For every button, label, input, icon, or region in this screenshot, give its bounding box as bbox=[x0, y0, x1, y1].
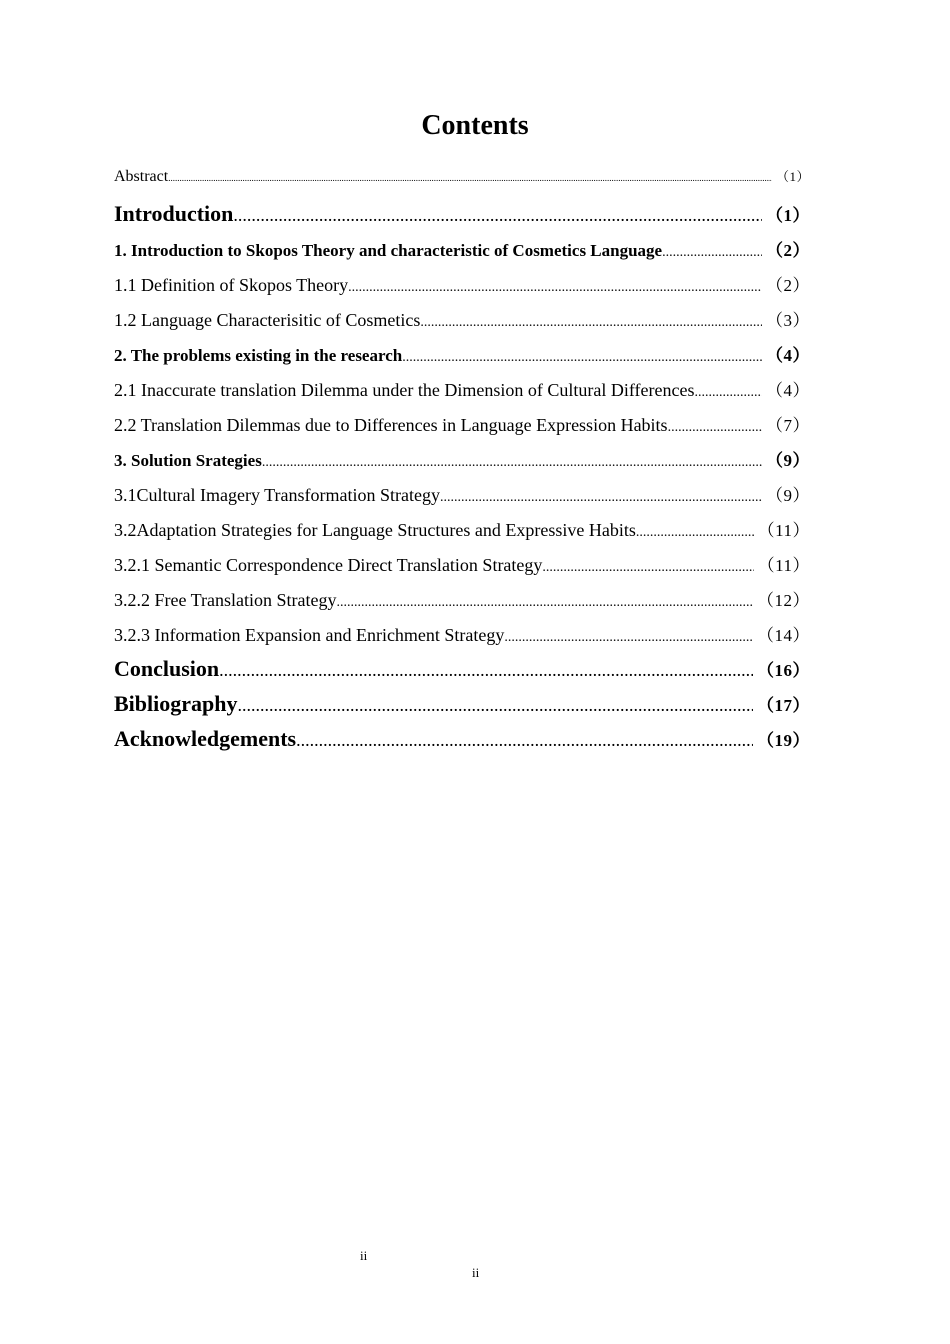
toc-entry-page-number: （1） bbox=[775, 169, 810, 184]
toc-entry-page-number: （9） bbox=[766, 486, 810, 505]
toc-dot-leader bbox=[168, 173, 772, 183]
toc-entry-page-number: （14） bbox=[757, 626, 810, 645]
toc-entry-title: Conclusion bbox=[114, 656, 220, 681]
toc-entry-page-number: （9） bbox=[766, 451, 810, 470]
toc-entry-page-number: （2） bbox=[766, 241, 810, 260]
toc-entry[interactable] bbox=[114, 376, 810, 411]
toc-entry-page-number: （11） bbox=[757, 521, 810, 540]
table-of-contents bbox=[114, 166, 810, 761]
toc-dot-leader bbox=[296, 730, 753, 751]
toc-entry[interactable] bbox=[114, 726, 810, 761]
toc-entry-title: 3.2Adaptation Strategies for Language Structures and Expressive Habits bbox=[114, 520, 636, 540]
toc-entry[interactable] bbox=[114, 446, 810, 481]
toc-entry-title: 1.2 Language Characterisitic of Cosmetics bbox=[114, 310, 421, 330]
toc-entry-page-number: （19） bbox=[757, 731, 810, 750]
toc-entry[interactable] bbox=[114, 271, 810, 306]
toc-entry[interactable] bbox=[114, 411, 810, 446]
toc-entry-page-number: （7） bbox=[766, 416, 810, 435]
toc-dot-leader bbox=[636, 525, 754, 541]
toc-entry[interactable] bbox=[114, 306, 810, 341]
toc-dot-leader bbox=[219, 660, 753, 681]
toc-entry-page-number: （16） bbox=[757, 661, 810, 680]
toc-entry-title: 3.2.1 Semantic Correspondence Direct Translation Strategy bbox=[114, 555, 543, 575]
toc-entry-title: 3. Solution Srategies bbox=[114, 451, 262, 470]
toc-entry-title: 3.1Cultural Imagery Transformation Strategy bbox=[114, 485, 440, 505]
toc-entry-title: 2.1 Inaccurate translation Dilemma under the Dimension of Cultural Differences bbox=[114, 380, 695, 400]
toc-entry-page-number: （17） bbox=[757, 696, 810, 715]
toc-entry-page-number: （4） bbox=[766, 346, 810, 365]
toc-entry[interactable] bbox=[114, 236, 810, 271]
toc-entry-title: Introduction bbox=[114, 201, 234, 226]
toc-entry-title: Acknowledgements bbox=[114, 726, 297, 751]
toc-dot-leader bbox=[440, 490, 762, 506]
toc-dot-leader bbox=[668, 420, 762, 436]
footer-page-number-secondary: ii bbox=[472, 1265, 480, 1280]
toc-entry[interactable] bbox=[114, 621, 810, 656]
toc-dot-leader bbox=[694, 385, 762, 401]
toc-entry[interactable] bbox=[114, 551, 810, 586]
toc-entry-title: Bibliography bbox=[114, 691, 238, 716]
page-title: Contents bbox=[421, 110, 529, 141]
toc-entry-title: 1. Introduction to Skopos Theory and characteristic of Cosmetics Language bbox=[114, 241, 663, 260]
toc-entry-page-number: （3） bbox=[766, 311, 810, 330]
toc-dot-leader bbox=[420, 315, 762, 331]
toc-entry-page-number: （4） bbox=[766, 381, 810, 400]
toc-entry[interactable] bbox=[114, 586, 810, 621]
toc-dot-leader bbox=[233, 205, 762, 226]
toc-entry-page-number: （1） bbox=[766, 206, 810, 225]
toc-dot-leader bbox=[402, 350, 762, 366]
toc-entry[interactable] bbox=[114, 481, 810, 516]
toc-dot-leader bbox=[348, 280, 762, 296]
toc-dot-leader bbox=[262, 455, 762, 471]
toc-entry[interactable] bbox=[114, 656, 810, 691]
toc-entry-title: 2.2 Translation Dilemmas due to Differences in Language Expression Habits bbox=[114, 415, 668, 435]
toc-entry[interactable] bbox=[114, 691, 810, 726]
toc-entry-page-number: （2） bbox=[766, 276, 810, 295]
toc-dot-leader bbox=[542, 560, 753, 576]
toc-entry-title: 1.1 Definition of Skopos Theory bbox=[114, 275, 349, 295]
toc-entry[interactable] bbox=[114, 201, 810, 236]
toc-entry-title: 3.2.3 Information Expansion and Enrichment Strategy bbox=[114, 625, 505, 645]
toc-dot-leader bbox=[237, 695, 753, 716]
toc-entry[interactable] bbox=[114, 166, 810, 201]
toc-entry-title: Abstract bbox=[114, 168, 169, 185]
toc-dot-leader bbox=[662, 245, 762, 261]
toc-entry[interactable] bbox=[114, 516, 810, 551]
toc-entry[interactable] bbox=[114, 341, 810, 376]
toc-dot-leader bbox=[337, 595, 754, 611]
toc-entry-page-number: （12） bbox=[757, 591, 810, 610]
toc-entry-title: 3.2.2 Free Translation Strategy bbox=[114, 590, 337, 610]
toc-dot-leader bbox=[504, 630, 753, 646]
footer-page-number: ii bbox=[360, 1248, 368, 1263]
toc-entry-page-number: （11） bbox=[757, 556, 810, 575]
toc-entry-title: 2. The problems existing in the research bbox=[114, 346, 403, 365]
